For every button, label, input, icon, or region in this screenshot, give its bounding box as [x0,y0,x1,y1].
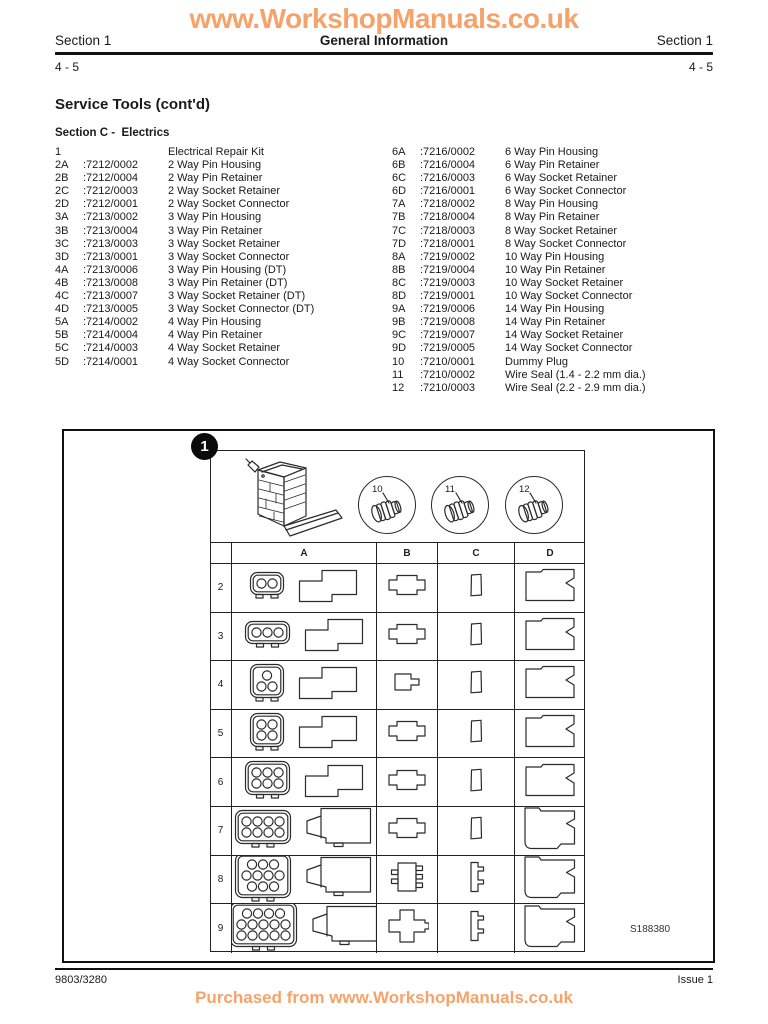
wire-seal-circle [505,476,563,534]
pin-retainer-illustration [385,906,429,951]
socket-connector-cell [515,661,585,710]
part-code: 11 [392,368,404,381]
part-number: :7213/0002 [83,211,139,224]
part-number: :7216/0004 [420,159,476,172]
part-description: 3 Way Pin Housing [168,211,262,224]
part-row [392,238,722,251]
service-tools-heading: Service Tools (cont'd) [55,96,210,113]
footer-rule [55,968,713,970]
socket-retainer-cell [438,758,515,807]
pin-housing-side-illustration [310,904,378,953]
part-code: 1 [55,146,62,158]
pin-housing-face-illustration [234,856,292,905]
part-code: 4D [55,303,70,316]
socket-connector-cell [515,564,585,613]
parts-list-left [55,146,385,369]
part-row [55,238,385,251]
pin-housing-side-illustration [297,712,359,755]
part-description: 6 Way Pin Housing [505,146,599,158]
row-number: 7 [217,825,224,837]
pin-housing-cell [232,904,377,953]
part-row [55,316,385,329]
socket-connector-illustration [522,565,578,610]
socket-retainer-illustration [466,716,486,751]
matrix-row-label [210,856,232,905]
part-description: 8 Way Pin Housing [505,198,599,211]
pin-housing-face-illustration [249,571,285,604]
part-description: Dummy Plug [505,355,568,368]
wire-seal-label: 12 [519,484,530,495]
figure-reference-code: S188380 [630,924,671,935]
part-code: 10 [392,355,405,368]
pin-retainer-cell [377,807,438,856]
part-description: 8 Way Pin Retainer [505,211,600,224]
part-description: 2 Way Pin Housing [168,159,262,172]
matrix-row-label [210,613,232,662]
part-row [55,211,385,224]
pin-retainer-illustration [386,858,428,901]
part-number: :7213/0008 [83,276,139,289]
part-description: 14 Way Socket Connector [505,342,633,355]
page-number-right: 4 - 5 [688,60,713,74]
part-description: 3 Way Pin Retainer [168,224,263,237]
part-number [83,146,168,159]
matrix-corner-cell [210,543,232,564]
socket-retainer-illustration [466,813,486,848]
part-code: 9C [392,329,407,342]
part-code: 2A [55,159,69,172]
pin-retainer-cell [377,613,438,662]
part-row [392,329,722,342]
part-code: 8C [392,276,407,289]
part-number: :7219/0005 [420,342,476,355]
pin-housing-side-illustration [303,761,365,804]
part-number: :7214/0003 [83,342,139,355]
pin-housing-side-illustration [297,663,359,706]
part-row [392,264,722,277]
parts-list-right [392,146,722,395]
pin-housing-face-illustration [232,904,298,953]
socket-connector-illustration [522,614,578,659]
part-description: 2 Way Socket Retainer [168,185,281,198]
pin-retainer-cell [377,904,438,953]
pin-retainer-cell [377,758,438,807]
part-row [392,159,722,172]
part-description: 6 Way Pin Retainer [505,159,600,172]
row-number: 4 [217,679,224,691]
part-row [392,316,722,329]
socket-connector-illustration [521,904,579,953]
part-row [55,159,385,172]
part-number: :7213/0001 [83,250,139,263]
part-code: 5C [55,342,70,355]
part-description: 3 Way Socket Connector [168,250,290,263]
part-code: 7D [392,237,407,250]
part-code: 6B [392,159,406,172]
pin-housing-face-illustration [249,663,285,707]
header-section-left: Section 1 [55,33,112,48]
part-description: Wire Seal (1.4 - 2.2 mm dia.) [505,368,646,381]
part-number: :7218/0001 [420,237,476,250]
pin-retainer-cell [377,564,438,613]
part-code: 3C [55,237,70,250]
part-description: Electrical Repair Kit [168,146,264,158]
part-description: 6 Way Socket Retainer [505,172,618,185]
row-number: 2 [217,582,224,594]
part-description: 4 Way Socket Retainer [168,342,281,355]
socket-connector-cell [515,710,585,759]
part-description: 3 Way Pin Housing (DT) [168,263,287,276]
pin-retainer-illustration [386,618,428,655]
part-description: 10 Way Socket Retainer [505,276,624,289]
part-code: 4A [55,263,69,276]
part-description: 3 Way Socket Connector (DT) [168,303,315,316]
part-number: :7219/0002 [420,250,476,263]
part-row [392,382,722,395]
part-code: 4B [55,276,69,289]
part-number: :7210/0001 [420,355,476,368]
part-row [392,356,722,369]
pin-housing-side-illustration [304,856,374,905]
part-row [55,172,385,185]
pin-housing-cell [232,661,377,710]
part-row [392,251,722,264]
socket-retainer-illustration [466,765,486,800]
pin-housing-cell [232,758,377,807]
socket-connector-illustration [522,760,578,805]
socket-connector-cell [515,807,585,856]
part-row [392,290,722,303]
pin-housing-face-illustration [244,760,291,804]
part-code: 9A [392,303,406,316]
part-number: :7216/0001 [420,185,476,198]
socket-retainer-cell [438,661,515,710]
pin-housing-cell [232,613,377,662]
pin-retainer-cell [377,661,438,710]
part-code: 6A [392,146,406,158]
part-number: :7212/0001 [83,198,139,211]
socket-connector-illustration [522,711,578,756]
part-description: 14 Way Pin Retainer [505,316,606,329]
matrix-row-label [210,807,232,856]
part-row [55,146,385,159]
part-number: :7219/0006 [420,303,476,316]
socket-retainer-cell [438,856,515,905]
pin-housing-face-illustration [234,809,292,853]
part-number: :7219/0004 [420,263,476,276]
part-description: 3 Way Pin Retainer (DT) [168,276,288,289]
part-row [55,303,385,316]
watermark-top: www.WorkshopManuals.co.uk [189,3,579,34]
part-number: :7214/0004 [83,329,139,342]
socket-connector-illustration [521,807,579,856]
socket-connector-cell [515,758,585,807]
part-number: :7214/0002 [83,316,139,329]
header-section-right: Section 1 [656,33,713,48]
socket-retainer-illustration [466,667,486,702]
part-description: 14 Way Pin Housing [505,303,605,316]
part-code: 3A [55,211,69,224]
part-description: 4 Way Pin Housing [168,316,262,329]
matrix-row-label [210,904,232,953]
part-row [55,342,385,355]
part-number: :7216/0002 [420,146,476,158]
part-code: 4C [55,290,70,303]
part-description: 4 Way Socket Connector [168,355,290,368]
part-number: :7210/0002 [420,368,476,381]
socket-connector-cell [515,904,585,953]
part-row [55,277,385,290]
matrix-column-header: A [232,543,377,564]
part-number: :7210/0003 [420,381,476,394]
socket-retainer-cell [438,710,515,759]
wire-seal-illustration [506,477,564,540]
part-row [392,172,722,185]
wire-seal-circle [358,476,416,534]
socket-retainer-illustration [466,619,486,654]
part-number: :7219/0008 [420,316,476,329]
footer-publication-number: 9803/3280 [55,974,107,986]
row-number: 6 [217,776,224,788]
matrix-column-header: C [438,543,515,564]
part-code: 5A [55,316,69,329]
part-row [392,185,722,198]
part-row [392,146,722,159]
part-code: 3B [55,224,69,237]
part-description: 10 Way Socket Connector [505,290,633,303]
part-row [392,225,722,238]
pin-retainer-cell [377,856,438,905]
connector-matrix-table [210,542,585,952]
socket-connector-illustration [521,856,579,905]
header-rule [55,52,713,55]
pin-retainer-cell [377,710,438,759]
socket-retainer-illustration [466,570,486,605]
socket-retainer-cell [438,564,515,613]
part-description: Wire Seal (2.2 - 2.9 mm dia.) [505,381,646,394]
socket-retainer-illustration [464,859,488,900]
pin-housing-cell [232,710,377,759]
part-description: 3 Way Socket Retainer (DT) [168,290,306,303]
section-c-subheading: Section C - Electrics [55,127,170,139]
socket-retainer-illustration [464,908,488,949]
pin-housing-side-illustration [304,807,374,856]
part-row [55,198,385,211]
part-number: :7212/0003 [83,185,139,198]
part-description: 8 Way Socket Retainer [505,224,618,237]
socket-retainer-cell [438,807,515,856]
part-number: :7218/0002 [420,198,476,211]
part-number: :7219/0007 [420,329,476,342]
part-number: :7219/0003 [420,276,476,289]
pin-housing-face-illustration [244,620,291,653]
part-row [55,356,385,369]
part-code: 6D [392,185,407,198]
part-number: :7213/0004 [83,224,139,237]
part-description: 10 Way Pin Housing [505,250,605,263]
pin-retainer-illustration [386,812,428,849]
part-description: 2 Way Pin Retainer [168,172,263,185]
part-row [55,225,385,238]
part-description: 2 Way Socket Connector [168,198,290,211]
socket-connector-cell [515,856,585,905]
part-code: 8B [392,263,406,276]
part-code: 9D [392,342,407,355]
part-row [55,264,385,277]
matrix-column-header: D [515,543,585,564]
part-code: 7A [392,198,406,211]
wire-seal-label: 10 [372,484,383,495]
part-row [392,211,722,224]
pin-housing-face-illustration [249,712,285,756]
pin-housing-side-illustration [303,615,365,658]
part-code: 8D [392,290,407,303]
part-code: 7B [392,211,406,224]
part-code: 9B [392,316,406,329]
part-number: :7216/0003 [420,172,476,185]
matrix-row-label [210,710,232,759]
wire-seal-illustration [432,477,490,540]
matrix-row-label [210,564,232,613]
pin-housing-cell [232,807,377,856]
part-row [392,198,722,211]
part-row [392,277,722,290]
part-number: :7218/0003 [420,224,476,237]
part-row [55,251,385,264]
pin-housing-cell [232,856,377,905]
part-description: 14 Way Socket Retainer [505,329,624,342]
figure-item-badge: 1 [191,433,218,460]
part-number: :7213/0003 [83,237,139,250]
part-code: 7C [392,224,407,237]
pin-housing-cell [232,564,377,613]
part-number: :7213/0005 [83,303,139,316]
socket-retainer-cell [438,904,515,953]
part-number: :7219/0001 [420,290,476,303]
part-row [392,342,722,355]
matrix-row-label [210,661,232,710]
part-code: 3D [55,250,70,263]
part-code: 2C [55,185,70,198]
row-number: 8 [217,873,224,885]
part-code: 8A [392,250,406,263]
part-row [392,303,722,316]
pin-retainer-illustration [386,569,428,606]
part-number: :7218/0004 [420,211,476,224]
part-code: 5B [55,329,69,342]
socket-retainer-cell [438,613,515,662]
part-description: 8 Way Socket Connector [505,237,627,250]
part-number: :7212/0004 [83,172,139,185]
pin-housing-side-illustration [297,566,359,609]
matrix-column-header: B [377,543,438,564]
socket-connector-cell [515,613,585,662]
row-number: 5 [217,728,224,740]
part-description: 6 Way Socket Connector [505,185,627,198]
matrix-row-label [210,758,232,807]
part-code: 5D [55,355,70,368]
wire-seal-illustration [359,477,417,540]
part-code: 2D [55,198,70,211]
pin-retainer-illustration [388,667,426,702]
page-title: General Information [319,33,449,48]
pin-retainer-illustration [386,715,428,752]
part-code: 12 [392,381,405,394]
row-number: 9 [217,922,224,934]
part-row [55,185,385,198]
page-number-left: 4 - 5 [55,60,80,74]
part-code: 6C [392,172,407,185]
part-row [392,369,722,382]
footer-issue: Issue 1 [677,974,713,986]
part-description: 3 Way Socket Retainer [168,237,281,250]
pin-retainer-illustration [386,764,428,801]
part-number: :7214/0001 [83,355,139,368]
part-description: 10 Way Pin Retainer [505,263,606,276]
row-number: 3 [217,630,224,642]
part-description: 4 Way Pin Retainer [168,329,263,342]
part-row [55,290,385,303]
part-row [55,329,385,342]
part-number: :7212/0002 [83,159,139,172]
socket-connector-illustration [522,662,578,707]
part-number: :7213/0006 [83,263,139,276]
watermark-bottom: Purchased from www.WorkshopManuals.co.uk [195,988,573,1007]
wire-seal-circle [431,476,489,534]
part-code: 2B [55,172,69,185]
wire-seal-label: 11 [445,484,455,495]
part-number: :7213/0007 [83,290,139,303]
